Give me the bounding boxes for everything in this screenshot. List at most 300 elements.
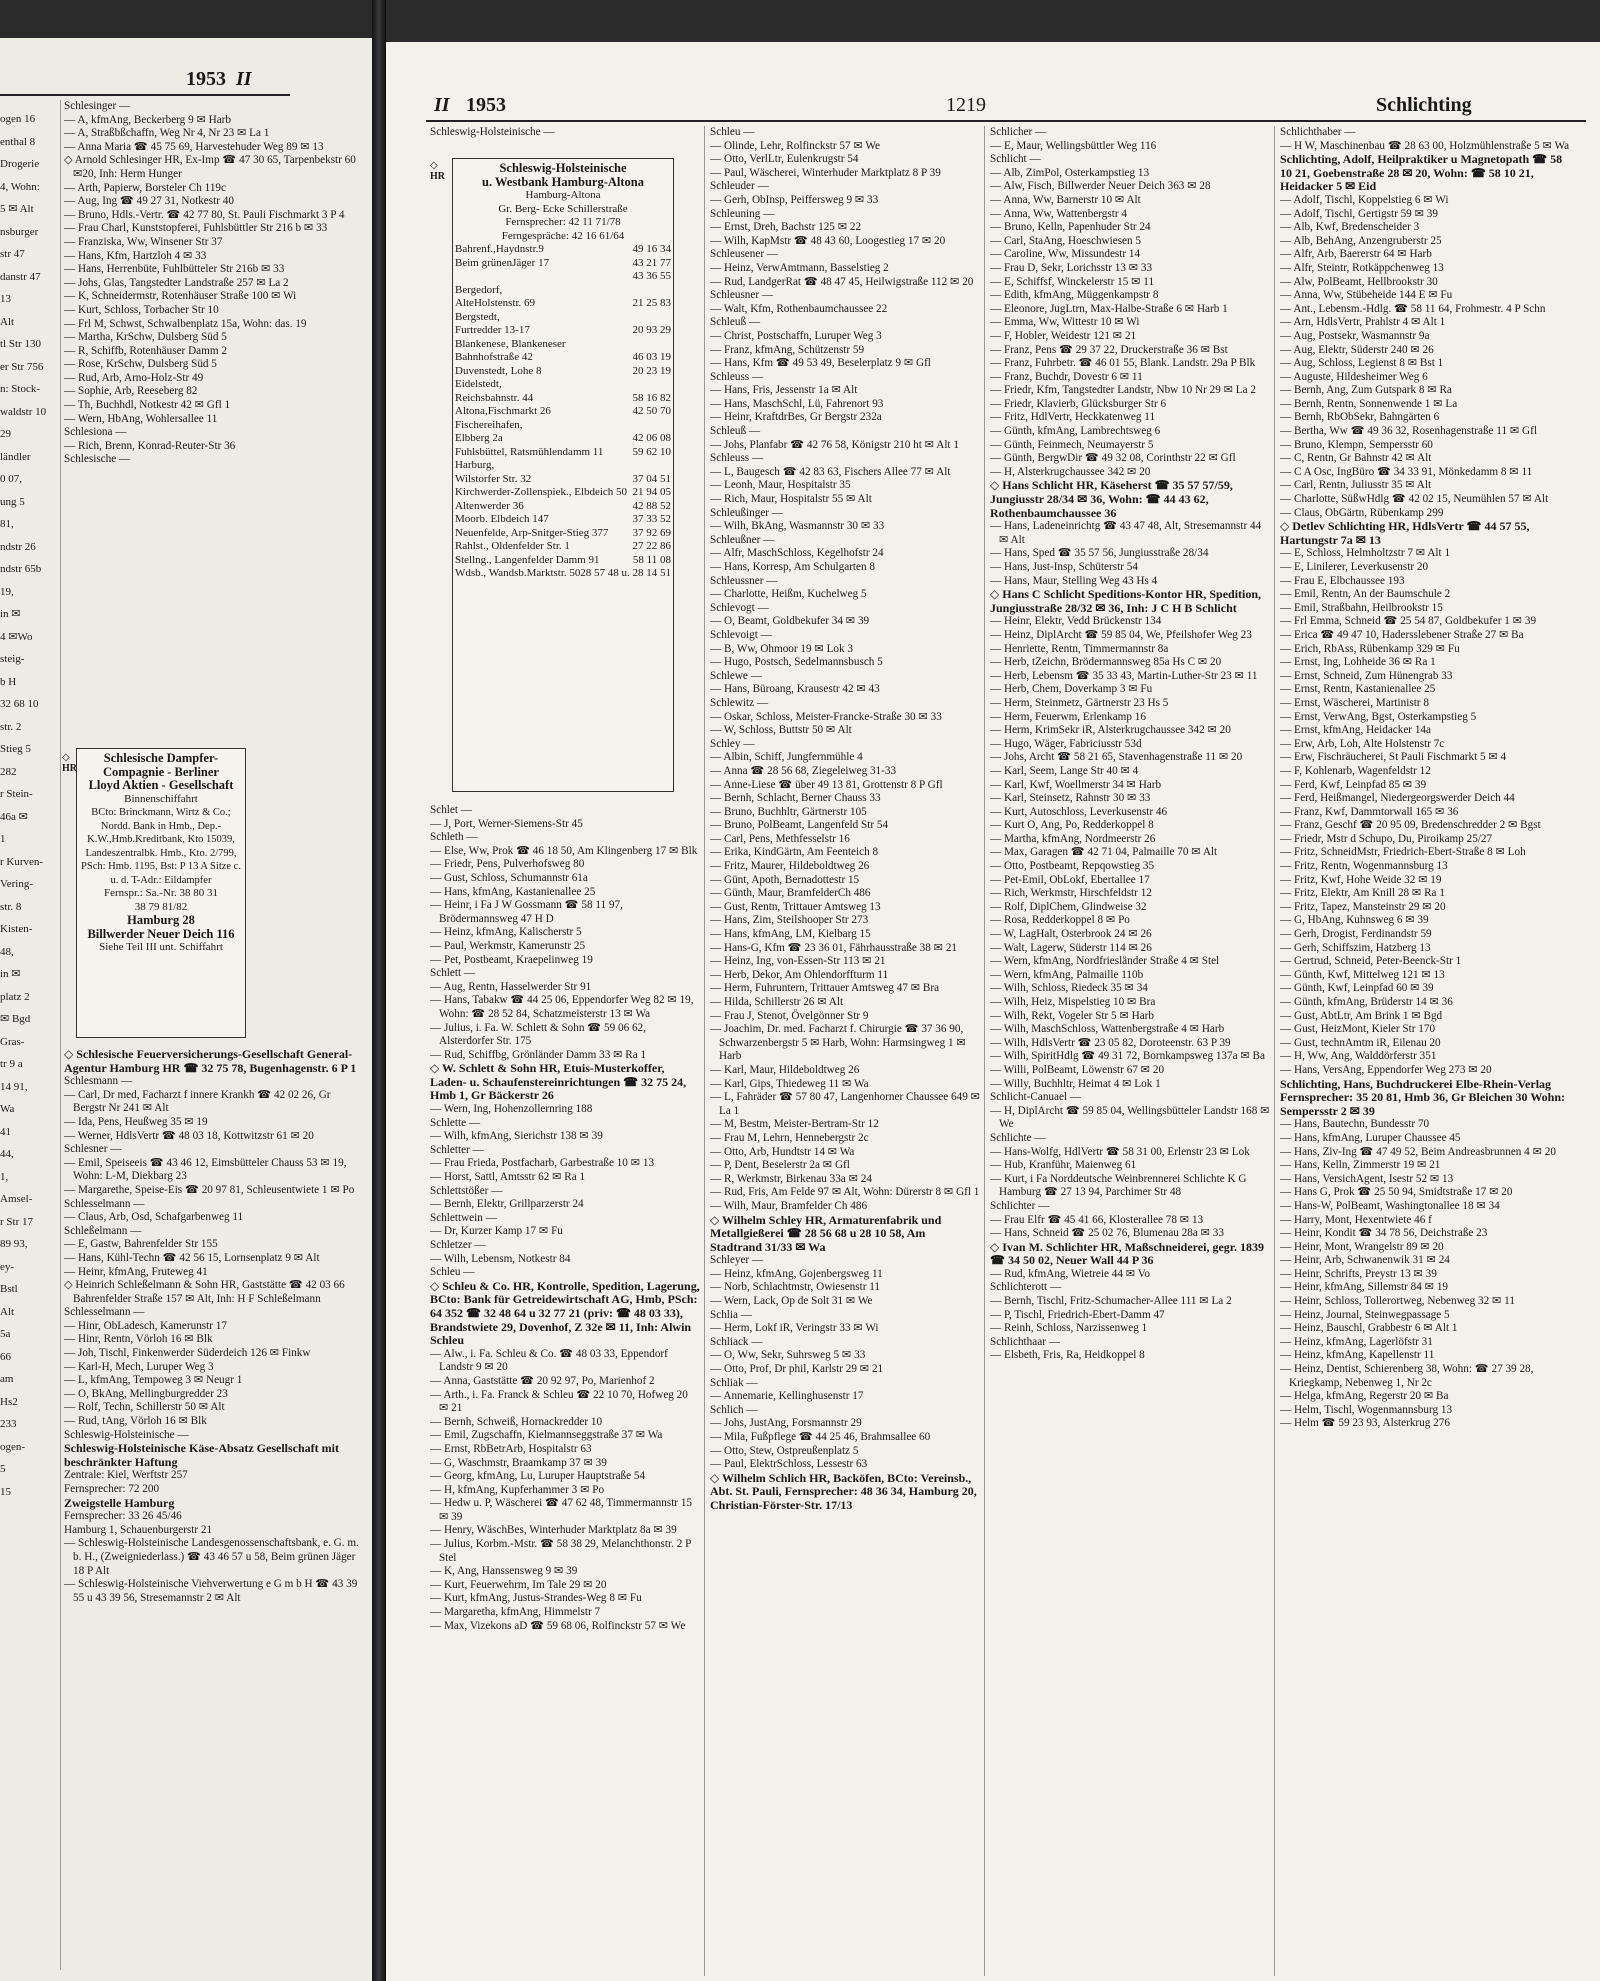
directory-entry: — Herm, Steinmetz, Gärtnerstr 23 Hs 5	[990, 696, 1169, 709]
margin-fragment: 19,	[0, 585, 14, 598]
directory-entry: — Georg, kfmAng, Lu, Luruper Hauptstraße 54	[430, 1470, 646, 1483]
branch-phone: 43 36 55	[632, 270, 671, 282]
business-listing: ◇ Detlev Schlichting HR, HdlsVertr ☎ 44 57 55, Hartungstr 7a ✉ 13	[1280, 519, 1530, 547]
column-3	[990, 126, 1270, 1976]
branch-name: Harburg,	[455, 459, 495, 471]
margin-fragment: r Kurven-	[0, 855, 44, 868]
directory-entry: — Hans G, Prok ☎ 25 50 94, Smidtstraße 17 ✉ 20	[1280, 1186, 1513, 1199]
directory-entry: — Gust, HeizMont, Kieler Str 170	[1280, 1023, 1436, 1036]
directory-entry: — Hans-G, Kfm ☎ 23 36 01, Fährhausstraße 38 ✉ 21	[710, 941, 958, 954]
bank-branch-row	[455, 513, 671, 527]
margin-fragment: ey-	[0, 1260, 15, 1273]
directory-entry: — Bruno, Buchhltr, Gärtnerstr 105	[710, 805, 867, 818]
directory-entry: — Claus, ObGärtn, Rübenkamp 299	[1280, 506, 1444, 519]
directory-entry: — Gerh, Drogist, Ferdinandstr 59	[1280, 928, 1432, 941]
surname-heading: Schleßelmann —	[64, 1224, 142, 1237]
branch-name: Eidelstedt,	[455, 378, 502, 390]
bank-branch-row	[455, 554, 671, 568]
directory-entry: — Th, Buchhdl, Notkestr 42 ✉ Gfl 1	[64, 399, 231, 412]
directory-entry: — Herb, Chem, Doverkamp 3 ✉ Fu	[990, 683, 1153, 696]
directory-entry: — W, Schloss, Buttstr 50 ✉ Alt	[710, 724, 852, 737]
directory-entry: — Alw., i. Fa. Schleu & Co. ☎ 48 03 33, Eppendorf Landstr 9 ✉ 20	[430, 1347, 668, 1374]
directory-entry: — Aug, Schloss, Legienst 8 ✉ Bst 1	[1280, 357, 1444, 370]
directory-entry: — Leonh, Maur, Hospitalstr 35	[710, 479, 851, 492]
directory-entry: — Alfr, Steintr, Rotkäppchenweg 13	[1280, 261, 1444, 274]
margin-fragment: er Str 756	[0, 360, 44, 373]
margin-fragment: ndstr 65b	[0, 563, 42, 575]
directory-entry: — E, Schloss, Helmholtzstr 7 ✉ Alt 1	[1280, 547, 1451, 560]
diamond-hr-marker: ◇ HR	[62, 752, 77, 774]
ad-note: Siehe Teil III unt. Schiffahrt	[99, 941, 223, 953]
directory-entry: — Anne-Liese ☎ über 49 13 81, Grottenstr 8 P Gfl	[710, 778, 943, 791]
directory-entry: — Fritz, Elektr, Am Knill 28 ✉ Ra 1	[1280, 887, 1445, 900]
margin-fragment: platz 2	[0, 990, 30, 1003]
surname-heading: Schleuder —	[710, 180, 769, 193]
ad-bank-details: BCto: Brinckmann, Wirtz & Co.; Nordd. Bank in Hmb., Dep.-K.W.,Hmb.Kreditbank, Kto 15039, Landeszentralbk. Hmb., Kto. 2/799, PSch: Hmb. 1195, Bst: P 13 A Sitze c. u. d. T-Adr.: Eildampfer	[81, 807, 241, 886]
directory-entry: — Fritz, HdlVertr, Heckkatenweg 11	[990, 411, 1156, 424]
directory-entry: — Wilh, kfmAng, Sierichstr 138 ✉ 39	[430, 1130, 603, 1143]
margin-fragment: 32 68 10	[0, 698, 39, 710]
directory-entry: — Alb, ZimPol, Osterkampstieg 13	[990, 166, 1150, 179]
margin-fragment: waldstr 10	[0, 405, 47, 418]
right-page-volume: II	[434, 94, 450, 116]
directory-entry: — Bruno, Hdls.-Vertr. ☎ 42 77 80, St. Pauli Fischmarkt 3 P 4	[64, 208, 345, 221]
branch-phone: 42 88 52	[632, 499, 671, 512]
surname-heading: Schlesmann —	[64, 1075, 133, 1088]
directory-entry: — Margarethe, Speise-Eis ☎ 20 97 81, Schleusentwiete 1 ✉ Po	[64, 1183, 355, 1196]
directory-entry: — Heinr, Schloss, Tollerortweg, Nebenweg 32 ✉ 11	[1280, 1295, 1515, 1308]
margin-fragment: Alt	[0, 315, 15, 328]
branch-phone: 42 06 08	[632, 432, 671, 444]
directory-entry: — Anna, Gaststätte ☎ 20 92 97, Po, Marienhof 2	[430, 1374, 655, 1387]
directory-entry: — Günth, Kwf, Mittelweg 121 ✉ 13	[1280, 968, 1445, 981]
directory-entry: — Rud, kfmAng, Wietreie 44 ✉ Vo	[990, 1267, 1150, 1280]
col1-top-entry: Schleswig-Holsteinische —	[430, 126, 555, 138]
bank-branch-row	[455, 351, 671, 365]
margin-fragment: 0 07,	[0, 473, 22, 485]
directory-entry: — Arth., i. Fa. Franck & Schleu ☎ 22 10 70, Hofweg 20 ✉ 21	[430, 1388, 688, 1415]
directory-entry: — Otto, Prof, Dr phil, Karlstr 29 ✉ 21	[710, 1363, 884, 1376]
directory-entry: — Hans-W, PolBeamt, Washingtonallee 18 ✉ 34	[1280, 1199, 1500, 1212]
directory-entry: — Günt, Apoth, Bernadottestr 15	[710, 873, 860, 886]
directory-entry: ◇ Heinrich Schleßelmann & Sohn HR, Gaststätte ☎ 42 03 66 Bahrenfelder Straße 157 ✉ Alt, Inh: H F Schleßelmann	[64, 1279, 345, 1305]
ad-city: Hamburg 28	[127, 913, 195, 927]
directory-entry: — Erw, Arb, Loh, Alte Holstenstr 7c	[1280, 737, 1445, 750]
directory-entry: — Charlotte, SüßwHdlg ☎ 42 02 15, Neumühlen 57 ✉ Alt	[1280, 493, 1549, 506]
directory-entry: — Kurt, kfmAng, Justus-Strandes-Weg 8 ✉ Fu	[430, 1592, 642, 1605]
page-number: 1219	[946, 94, 986, 116]
margin-fragment: 29	[0, 428, 11, 440]
branch-phone: 21 94 05	[632, 486, 671, 498]
directory-entry: — Aug, Elektr, Süderstr 240 ✉ 26	[1280, 343, 1434, 356]
branch-name: Rahlst., Oldenfelder Str. 1	[455, 540, 570, 552]
directory-entry: — Wilh, SpiritHdlg ☎ 49 31 72, Bornkampsweg 137a ✉ Ba	[990, 1050, 1265, 1063]
margin-fragment: 5a	[0, 1328, 11, 1340]
directory-entry: — Erica ☎ 49 47 10, Hadersslebener Straße 27 ✉ Ba	[1280, 628, 1524, 641]
branch-phone: 27 22 86	[632, 540, 671, 552]
directory-entry: — Karl, Seem, Lange Str 40 ✉ 4	[990, 764, 1139, 777]
bank-branch-row	[455, 365, 671, 379]
directory-entry: — Günth, Feinmech, Neumayerstr 5	[990, 438, 1154, 451]
directory-entry: — Caroline, Ww, Missundestr 14	[990, 248, 1141, 261]
left-page-volume: II	[236, 68, 252, 90]
directory-entry: — Hans, Fris, Jessenstr 1a ✉ Alt	[710, 384, 858, 397]
directory-entry: Hamburg 1, Schauenburgerstr 21	[64, 1523, 213, 1536]
directory-entry: — Karl, Steinsetz, Rahnstr 30 ✉ 33	[990, 792, 1151, 805]
branch-name: Altona,Fischmarkt 26	[455, 405, 551, 417]
directory-entry: — Rolf, Techn, Schillerstr 50 ✉ Alt	[64, 1401, 225, 1414]
directory-entry: — Heinz, Journal, Steinwegpassage 5	[1280, 1308, 1450, 1321]
directory-entry: Zentrale: Kiel, Werftstr 257	[64, 1469, 188, 1482]
directory-entry: — Herb, tZeichn, Brödermannsweg 85a Hs C ✉ 20	[990, 656, 1222, 669]
directory-entry: — Carl, Dr med, Facharzt f innere Krankh ☎ 42 02 26, Gr Bergstr Nr 241 ✉ Alt	[64, 1088, 331, 1115]
directory-entry: — E, Gastw, Bahrenfelder Str 155	[64, 1238, 218, 1251]
branch-name: Bahrenf.,Haydnstr.9	[455, 243, 544, 255]
directory-entry: — Bernh, Elektr, Grillparzerstr 24	[430, 1198, 584, 1211]
directory-entry: — Emma, Ww, Wittestr 10 ✉ Wi	[990, 316, 1140, 329]
directory-entry: — P, Tischl, Friedrich-Ebert-Damm 47	[990, 1308, 1165, 1321]
directory-entry: — Anna, Ww, Stübeheide 144 E ✉ Fu	[1280, 289, 1453, 302]
bank-branch-row	[455, 567, 671, 581]
directory-entry: — Karl, Kwf, Woellmerstr 34 ✉ Harb	[990, 778, 1162, 791]
directory-entry: — Helm, Tischl, Wogenmannsburg 13	[1280, 1403, 1453, 1416]
directory-entry: — Karl-H, Mech, Luruper Weg 3	[64, 1360, 214, 1373]
directory-entry: — Else, Ww, Prok ☎ 46 18 50, Am Klingenberg 17 ✉ Blk	[430, 844, 698, 857]
bank-title-2: u. Westbank Hamburg-Altona	[482, 174, 644, 189]
directory-entry: Fernsprecher: 72 200	[64, 1483, 160, 1495]
directory-entry: — Heinr, Mont, Wrangelstr 89 ✉ 20	[1280, 1240, 1444, 1253]
surname-heading: Schlevoigt —	[710, 628, 772, 641]
directory-entry: — Bernh, Ang, Zum Gutspark 8 ✉ Ra	[1280, 384, 1452, 397]
directory-entry: — L, Fahräder ☎ 57 80 47, Langenhorner Chaussee 649 ✉ La 1	[710, 1091, 980, 1117]
directory-entry: — Paul, Wäscherei, Winterhuder Marktplatz 8 P 39	[710, 166, 941, 179]
directory-entry: — Heinr, Arb, Schwanenwik 31 ✉ 24	[1280, 1254, 1450, 1267]
margin-fragment: 66	[0, 1350, 11, 1363]
bank-branch-row	[455, 284, 671, 298]
directory-entry: — Martha, kfmAng, Nordmeerstr 26	[990, 832, 1156, 845]
directory-entry: — Pet, Postbeamt, Kraepelinweg 19	[430, 953, 593, 966]
directory-entry: — F, Kohlenarb, Wagenfeldstr 12	[1280, 764, 1431, 777]
surname-heading: Schletzer —	[430, 1239, 486, 1251]
directory-entry: — Pet-Emil, ObLokf, Ebertallee 17	[990, 873, 1150, 886]
directory-entry: — Franz, Kwf, Dammtorwall 165 ✉ 36	[1280, 805, 1459, 818]
directory-entry: — Frau E, Elbchaussee 193	[1280, 574, 1405, 587]
directory-entry: — Franz, Buchdr, Dovestr 6 ✉ 11	[990, 370, 1143, 383]
directory-entry: — Bertha, Ww ☎ 49 36 32, Rosenhagenstraße 11 ✉ Gfl	[1280, 425, 1537, 438]
directory-entry: — Paul, Werkmstr, Kamerunstr 25	[430, 939, 586, 952]
surname-heading: Schleswig-Holsteinische —	[64, 1428, 189, 1441]
ad-title-line-2: Compagnie - Berliner	[103, 764, 219, 779]
directory-entry: — Rich, Werkmstr, Hirschfeldstr 12	[990, 887, 1152, 900]
directory-entry: — Bernh, Rentn, Sonnenwende 1 ✉ La	[1280, 397, 1458, 410]
bank-branch-row	[455, 419, 671, 433]
directory-entry: — Wilh, Heiz, Mispelstieg 10 ✉ Bra	[990, 996, 1156, 1008]
directory-entry: — Anna, Ww, Wattenbergstr 4	[990, 207, 1127, 220]
branch-phone: 37 33 52	[632, 513, 671, 525]
business-listing: ◇ Wilhelm Schley HR, Armaturenfabrik und Metallgießerei ☎ 28 56 68 u 28 10 58, Am Stadtrand 31/33 ✉ Wa	[710, 1212, 942, 1254]
directory-entry: — H, DiplArcht ☎ 59 85 04, Wellingsbütteler Landstr 168 ✉ We	[990, 1104, 1270, 1131]
directory-entry: — Hans, Kühl-Techn ☎ 42 56 15, Lornsenplatz 9 ✉ Alt	[64, 1251, 320, 1264]
directory-entry: — Bernh, Schlacht, Berner Chauss 33	[710, 792, 881, 805]
business-listing: ◇ Wilhelm Schlich HR, Backöfen, BCto: Vereinsb., Abt. St. Pauli, Fernsprecher: 48 36 34, Hamburg 20, Christian-Förster-Str. 17/13	[710, 1470, 977, 1512]
directory-entry: — Emil, Straßbahn, Heilbrookstr 15	[1280, 601, 1443, 614]
directory-entry: — Ernst, kfmAng, Heidacker 14a	[1280, 724, 1431, 737]
directory-entry: — Günth, kfmAng, Brüderstr 14 ✉ 36	[1280, 996, 1453, 1008]
column-divider	[60, 100, 61, 1970]
branch-phone: 37 92 69	[632, 526, 671, 539]
directory-entry: — Kurt, i Fa Norddeutsche Weinbrennerei Schlichte K G Hamburg ☎ 27 13 94, Parchimer Str 48	[990, 1172, 1247, 1199]
directory-entry: — Carl, Rentn, Juliusstr 35 ✉ Alt	[1280, 479, 1432, 492]
bank-branch-row	[455, 392, 671, 406]
directory-entry: — Heinr, Schrifts, Preystr 13 ✉ 39	[1280, 1267, 1437, 1280]
schlesische-dampfer-ad	[76, 748, 246, 1038]
directory-entry: — H, Alsterkrugchaussee 342 ✉ 20	[990, 465, 1151, 478]
directory-entry: — O, Ww, Sekr, Suhrsweg 5 ✉ 33	[710, 1349, 866, 1362]
directory-entry: — Hinr, Rentn, Vörloh 16 ✉ Blk	[64, 1333, 213, 1346]
directory-entry: — Otto, VerlLtr, Eulenkrugstr 54	[710, 153, 859, 166]
directory-entry: — Wilh, KapMstr ☎ 48 43 60, Loogestieg 17 ✉ 20	[710, 234, 946, 247]
directory-entry: — Frau Elfr ☎ 45 41 66, Klosterallee 78 ✉ 13	[990, 1213, 1204, 1226]
directory-entry: — Rud, LandgerRat ☎ 48 47 45, Heilwigstraße 112 ✉ 20	[710, 275, 974, 288]
ad-phone-2: 38 79 81/82	[134, 900, 188, 913]
margin-fragment: 282	[0, 765, 17, 778]
margin-fragment: tr 9 a	[0, 1058, 23, 1070]
directory-entry: — Willi, PolBeamt, Löwenstr 67 ✉ 20	[990, 1063, 1165, 1076]
margin-fragment: n: Stock-	[0, 383, 41, 395]
directory-entry: — Karl, Gips, Thiedeweg 11 ✉ Wa	[710, 1077, 869, 1090]
header-rule	[426, 120, 1586, 122]
branch-name: Moorb. Elbdeich 147	[455, 513, 549, 525]
directory-entry: — Mila, Fußpflege ☎ 44 25 46, Brahmsallee 60	[710, 1431, 931, 1443]
directory-entry: — P, Dent, Beselerstr 2a ✉ Gfl	[710, 1159, 850, 1172]
directory-entry: — Frl Emma, Schneid ☎ 25 54 87, Goldbekufer 1 ✉ 39	[1280, 615, 1537, 628]
branch-name: Reichsbahnstr. 44	[455, 391, 534, 404]
bank-branch-row	[455, 540, 671, 554]
directory-entry: — Fritz, Tapez, Mansteinstr 29 ✉ 20	[1280, 900, 1446, 913]
directory-entry: — Gust, Rentn, Trittauer Amtsweg 13	[710, 900, 881, 913]
directory-entry: — Albin, Schiff, Jungfernmühle 4	[710, 751, 863, 764]
surname-heading: Schlett —	[430, 967, 476, 980]
margin-fragment: 5 ✉ Alt	[0, 203, 34, 215]
directory-entry: — Hans, Ladeneinrichtg ☎ 43 47 48, Alt, Stresemannstr 44 ✉ Alt	[990, 520, 1262, 546]
margin-fragment: 4 ✉Wo	[0, 630, 33, 643]
directory-entry: — Ernst, Dreh, Bachstr 125 ✉ 22	[710, 221, 862, 234]
directory-entry: — Herb, Dekor, Am Ohlendorffturm 11	[710, 968, 889, 981]
ad-subtitle: Binnenschiffahrt	[124, 792, 198, 805]
branch-name: AlteHolstenstr. 69	[455, 297, 536, 309]
surname-heading: Schliak —	[710, 1376, 758, 1389]
directory-entry: — Hans, Ziv-Ing ☎ 47 49 52, Beim Andreasbrunnen 4 ✉ 20	[1280, 1145, 1556, 1158]
directory-entry: — Heinr, KraftdrBes, Gr Bergstr 232a	[710, 411, 882, 424]
surname-heading: Schlich —	[710, 1403, 758, 1416]
directory-entry: — Hans, kfmAng, Luruper Chaussee 45	[1280, 1131, 1461, 1144]
business-listing: ◇ Schleu & Co. HR, Kontrolle, Spedition, Lagerung, BCto: Bank für Getreidewirtschaft AG, Hmb, PSch: 64 352 ☎ 32 48 64 u 32 77 21 (priv: ☎ 48 03 33), Brandstwiete 29, Dovenhof, Z 32e ✉ 11, Inh: Alwin Schleu	[430, 1278, 700, 1348]
margin-fragment: 15	[0, 1485, 11, 1498]
right-page-year: 1953	[466, 94, 506, 116]
directory-entry: — Adolf, Tischl, Koppelstieg 6 ✉ Wi	[1280, 193, 1449, 206]
directory-entry: — Hinr, ObLadesch, Kamerunstr 17	[64, 1319, 227, 1332]
directory-entry: — Erich, RbAss, Rübenkamp 329 ✉ Fu	[1280, 642, 1460, 655]
directory-entry: — Ernst, Schneid, Zum Hünengrab 33	[1280, 669, 1453, 682]
bank-branch-row	[455, 324, 671, 338]
directory-entry: — Schleswig-Holsteinische Viehverwertung e G m b H ☎ 43 39 55 u 43 39 56, Stresemannstr 2 ✉ Alt	[64, 1578, 358, 1604]
directory-entry: — Rud, Arb, Arno-Holz-Str 49	[64, 371, 204, 384]
directory-entry: — B, Ww, Ohmoor 19 ✉ Lok 3	[710, 642, 853, 655]
margin-fragment: ländler	[0, 450, 31, 463]
directory-entry: — Heinr, kfmAng, Sillemstr 84 ✉ 19	[1280, 1281, 1449, 1294]
directory-entry: — Rolf, DiplChem, Glindweise 32	[990, 900, 1147, 913]
directory-entry: — Erika, KindGärtn, Am Feenteich 8	[710, 846, 879, 859]
directory-entry: — Anna ☎ 28 56 68, Ziegeleiweg 31-33	[710, 764, 897, 777]
directory-entry: — Heinz, kfmAng, Kalischerstr 5	[430, 926, 582, 939]
branch-name: Fuhlsbüttel, Ratsmühlendamm 11	[455, 445, 604, 458]
directory-entry: — Alw, PolBeamt, Hellbrookstr 30	[1280, 275, 1438, 288]
bank-branch-row	[455, 500, 671, 514]
surname-heading: Schley —	[710, 737, 755, 750]
directory-entry: — Sophie, Arb, Reeseberg 82	[64, 385, 198, 398]
directory-entry: — Frau Frieda, Postfacharb, Garbestraße 10 ✉ 13	[430, 1157, 655, 1170]
margin-fragment: 48,	[0, 945, 14, 958]
directory-entry: — Hedw u. P, Wäscherei ☎ 47 62 48, Timmermannstr 15 ✉ 39	[430, 1497, 693, 1523]
bank-branch-row	[455, 270, 671, 284]
directory-entry: ◇ Arnold Schlesinger HR, Ex-Imp ☎ 47 30 65, Tarpenbekstr 60 ✉20, Inh: Herm Hunger	[64, 154, 356, 180]
surname-heading: Schleuss —	[710, 370, 764, 383]
directory-entry: — Kurt, Autoschloss, Leverkusenstr 46	[990, 805, 1168, 818]
directory-entry: — Hans, Büroang, Krausestr 42 ✉ 43	[710, 683, 880, 696]
directory-entry: — Ernst, Rentn, Kastanienallee 25	[1280, 683, 1436, 696]
directory-entry: — Hans, Zim, Steilshooper Str 273	[710, 914, 869, 927]
directory-entry: — Claus, Arb, Osd, Schafgarbenweg 11	[64, 1211, 244, 1224]
directory-entry: — H, kfmAng, Kupferhammer 3 ✉ Po	[430, 1483, 605, 1496]
directory-entry: — Elsbeth, Fris, Ra, Heidkoppel 8	[990, 1349, 1145, 1362]
directory-entry: — Ferd, Heißmangel, Niedergeorgswerder Deich 44	[1280, 792, 1515, 805]
directory-entry: — Joh, Tischl, Finkenwerder Süderdeich 126 ✉ Finkw	[64, 1347, 311, 1360]
directory-entry: — Annemarie, Kellinghusenstr 17	[710, 1390, 864, 1403]
directory-entry: — Hans, kfmAng, Kastanienallee 25	[430, 885, 596, 898]
ad-address: Billwerder Neuer Deich 116	[87, 926, 235, 941]
left-page	[0, 38, 372, 1981]
directory-entry: — Charlotte, Heißm, Kuchelweg 5	[710, 588, 867, 601]
business-listing: ◇ Hans Schlicht HR, Käseherst ☎ 35 57 57/59, Jungiusstr 28/34 ✉ 36, Wohn: ☎ 44 43 62, Rothenbaumchaussee 36	[990, 478, 1233, 520]
directory-entry: — Christ, Postschaffn, Luruper Weg 3	[710, 329, 882, 342]
directory-entry: — Günth, Kwf, Leinpfad 60 ✉ 39	[1280, 982, 1434, 995]
bank-phone: Fernsprecher: 42 11 71/78	[505, 216, 621, 228]
margin-fragment: 44,	[0, 1148, 14, 1160]
ad-title-line-1: Schlesische Dampfer-	[103, 751, 219, 765]
column-divider	[984, 126, 985, 1976]
header-rule	[0, 94, 290, 96]
directory-entry: — Horst, Sattl, Amtsstr 62 ✉ Ra 1	[430, 1171, 586, 1184]
directory-entry: — Hans, kfmAng, LM, Kielbarg 15	[710, 928, 871, 941]
surname-heading: Schleu —	[430, 1266, 475, 1279]
directory-entry: — Anna, Ww, Barnerstr 10 ✉ Alt	[990, 193, 1141, 206]
directory-entry: — Heinr, kfmAng, Fruteweg 41	[64, 1265, 208, 1278]
right-page	[386, 42, 1600, 1981]
directory-entry: — Heinz, kfmAng, Lagerlöfstr 31	[1280, 1335, 1433, 1348]
surname-heading: Schleuning —	[710, 207, 775, 220]
column-1	[430, 804, 700, 1974]
directory-entry: — Wern, kfmAng, Nordfriesländer Straße 4 ✉ Stel	[990, 955, 1220, 968]
directory-entry: — Bernh, RbObSekr, Bahngärten 6	[1280, 411, 1440, 424]
business-listing: ◇ Hans C Schlicht Speditions-Kontor HR, Spedition, Jungiusstraße 28/32 ✉ 36, Inh: J C H B Schlicht	[990, 587, 1262, 615]
directory-entry: — Hans, VersAng, Eppendorfer Weg 273 ✉ 20	[1280, 1063, 1492, 1076]
directory-entry: — Wilh, BkAng, Wasmannstr 30 ✉ 33	[710, 520, 885, 533]
directory-entry: — Helm ☎ 59 23 93, Alsterkrug 276	[1280, 1417, 1450, 1430]
directory-entry: — Frau D, Sekr, Lorichsstr 13 ✉ 33	[990, 261, 1153, 274]
directory-entry: — A, Straßbßchaffn, Weg Nr 4, Nr 23 ✉ La 1	[64, 127, 270, 140]
surname-heading: Schlesselmann —	[64, 1197, 145, 1210]
directory-entry: — R, Werkmstr, Birkenau 33a ✉ 24	[710, 1172, 872, 1185]
directory-entry: — Fritz, SchneidMstr, Friedrich-Ebert-Straße 8 ✉ Loh	[1280, 846, 1526, 859]
directory-entry: — E, Linilerer, Leverkusenstr 20	[1280, 561, 1429, 573]
directory-entry: — L, kfmAng, Tempoweg 3 ✉ Neugr 1	[64, 1374, 243, 1387]
margin-fragment: 13	[0, 293, 11, 305]
directory-entry: — Gerh, ObInsp, Peiffersweg 9 ✉ 33	[710, 193, 879, 206]
directory-entry: — Bruno, Kelln, Papenhuder Str 24	[990, 221, 1151, 234]
surname-heading: Schlichterott —	[990, 1281, 1062, 1294]
directory-entry: — Herb, Lebensm ☎ 35 33 43, Martin-Luther-Str 23 ✉ 11	[990, 669, 1258, 682]
directory-entry: — Rud, Fris, Am Felde 97 ✉ Alt, Wohn: Dürerstr 8 ✉ Gfl 1	[710, 1186, 980, 1199]
directory-entry: — Johs, JustAng, Forsmannstr 29	[710, 1417, 862, 1430]
directory-entry: — W, LagHalt, Osterbrook 24 ✉ 26	[990, 928, 1152, 941]
directory-entry: — Rose, KrSchw, Dulsberg Süd 5	[64, 358, 217, 371]
directory-entry: — Arn, HdlsVertr, Prahlstr 4 ✉ Alt 1	[1280, 316, 1446, 329]
directory-entry: — Günth, BergwDir ☎ 49 32 08, Corinthstr 22 ✉ Gfl	[990, 452, 1236, 465]
margin-fragment: enthal 8	[0, 135, 36, 148]
surname-heading: Schletter —	[430, 1143, 484, 1156]
surname-heading: Schlichthaber —	[1280, 126, 1356, 138]
margin-fragment: Wa	[0, 1103, 15, 1115]
business-listing: ◇ W. Schlett & Sohn HR, Etuis-Musterkoffer, Laden- u. Schaufenstereinrichtungen ☎ 32 75 24, Hmb 1, Gr Bäckerstr 26	[430, 1061, 687, 1103]
directory-entry: — K, Ang, Hanssensweg 9 ✉ 39	[430, 1565, 578, 1578]
branch-phone: 58 16 82	[632, 391, 671, 404]
branch-name: Bergstedt,	[455, 310, 500, 323]
directory-entry: — Franz, Geschf ☎ 20 95 09, Bredenschredder 2 ✉ Bgst	[1280, 819, 1541, 832]
branch-phone: 59 62 10	[632, 445, 671, 458]
directory-entry: — Franz, kfmAng, Schützenstr 59	[710, 343, 865, 356]
margin-fragment: ogen-	[0, 1440, 26, 1453]
directory-entry: — Gust, technAmtm iR, Eilenau 20	[1280, 1036, 1441, 1049]
directory-entry: — Willy, Buchhltr, Heimat 4 ✉ Lok 1	[990, 1077, 1161, 1090]
bank-city: Hamburg-Altona	[525, 189, 601, 201]
branch-name: Stellng., Langenfelder Damm 91	[455, 553, 600, 566]
surname-heading: Schlet —	[430, 804, 472, 816]
directory-entry: — H, Ww, Ang, Walddörferstr 351	[1280, 1050, 1437, 1063]
directory-entry: — Heinr, Elektr, Vedd Brückenstr 134	[990, 615, 1162, 628]
bank-branch-row	[455, 338, 671, 352]
surname-heading: Schleußinger —	[710, 506, 784, 519]
directory-entry: — Arth, Papierw, Borsteler Ch 119c	[64, 181, 226, 194]
surname-heading: Schlewe —	[710, 669, 762, 682]
directory-entry: — Emil, Rentn, An der Baumschule 2	[1280, 588, 1451, 601]
business-listing: ◇ Ivan M. Schlichter HR, Maßschneiderei, gegr. 1839 ☎ 34 50 02, Neuer Wall 44 P 36	[990, 1239, 1264, 1268]
branch-phone: 37 04 51	[632, 472, 671, 485]
directory-entry: — Erw, Fischräucherei, St Pauli Fischmarkt 5 ✉ 4	[1280, 751, 1507, 764]
running-head: Schlichting	[1376, 94, 1472, 116]
directory-entry: — Bernh, Schweiß, Hornackredder 10	[430, 1415, 603, 1428]
directory-entry: — Hans, Kelln, Zimmerstr 19 ✉ 21	[1280, 1159, 1441, 1172]
branch-name: Duvenstedt, Lohe 8	[455, 364, 542, 377]
directory-entry: — Anna Maria ☎ 45 75 69, Harvestehuder Weg 89 ✉ 13	[64, 140, 324, 153]
directory-entry: — Herm, Lokf iR, Veringstr 33 ✉ Wi	[710, 1322, 879, 1335]
surname-heading: Schlesner —	[64, 1143, 122, 1156]
directory-entry: — Hans, Sped ☎ 35 57 56, Jungiusstraße 28/34	[990, 547, 1209, 560]
directory-entry: — Alb, Kwf, Bredenscheider 3	[1280, 221, 1420, 234]
directory-entry: — Rud, Schiffbg, Grönländer Damm 33 ✉ Ra 1	[430, 1048, 647, 1061]
directory-entry: — Walt, Lagerw, Süderstr 114 ✉ 26	[990, 941, 1152, 954]
directory-entry: — Alb, BehAng, Anzengruberstr 25	[1280, 234, 1442, 247]
margin-fragment: Bstl	[0, 1283, 18, 1295]
